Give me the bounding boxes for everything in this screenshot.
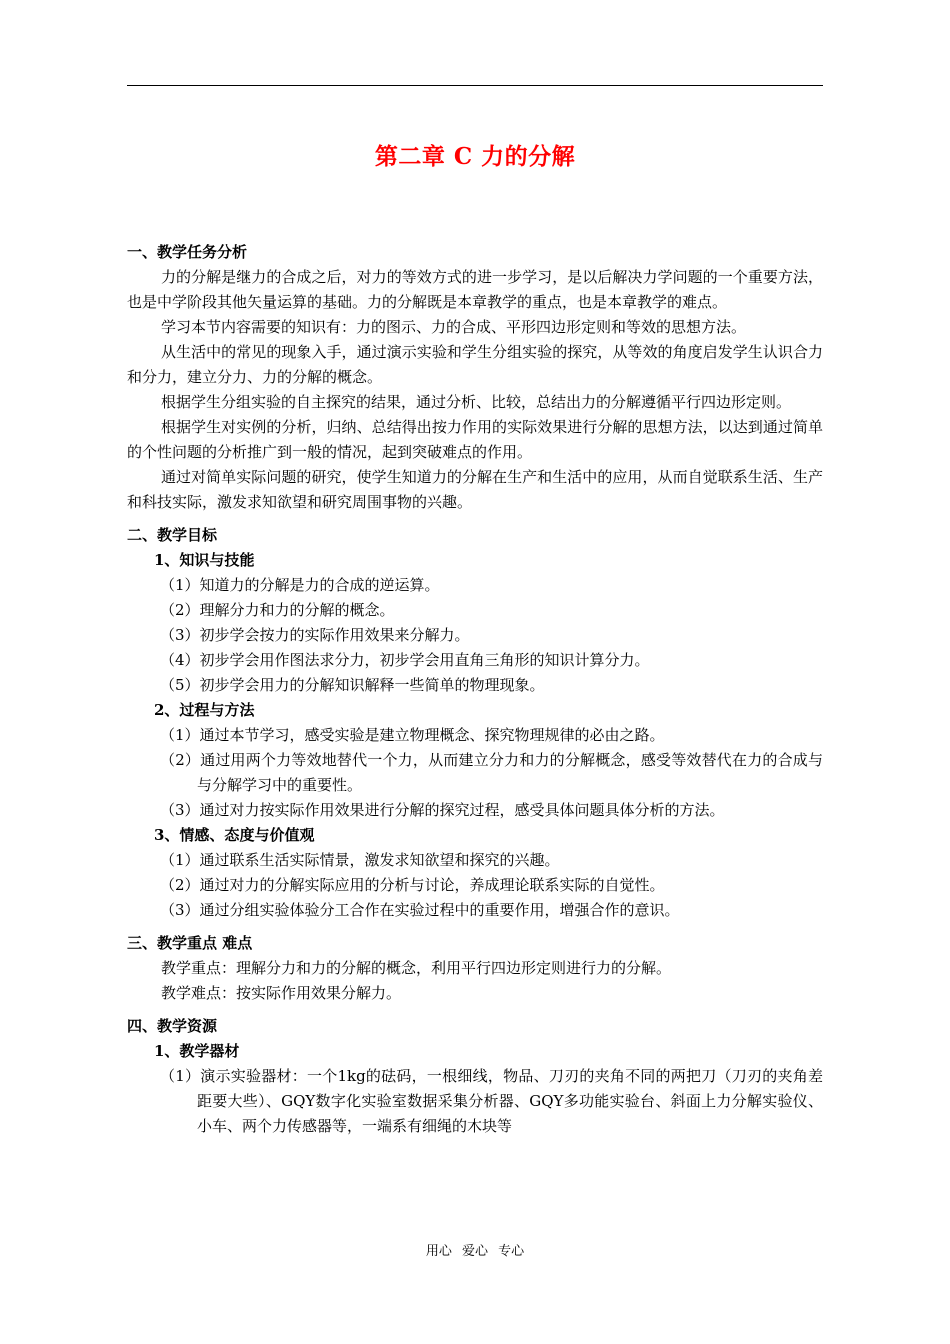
document-body bbox=[127, 240, 823, 1139]
subsection-heading-values: 3、情感、态度与价值观 bbox=[154, 826, 315, 844]
list-item: （1）知道力的分解是力的合成的逆运算。 bbox=[160, 576, 440, 594]
paragraph: 力的分解是继力的合成之后，对力的等效方式的进一步学习，是以后解决力学问题的一个重要方法，也是中学阶段其他矢量运算的基础。力的分解既是本章教学的重点，也是本章教学的难点。 bbox=[127, 268, 823, 311]
paragraph: 从生活中的常见的现象入手，通过演示实验和学生分组实验的探究，从等效的角度启发学生认识合力和分力，建立分力、力的分解的概念。 bbox=[127, 343, 823, 386]
subsection-heading-process: 2、过程与方法 bbox=[154, 701, 255, 719]
list-item: （2）理解分力和力的分解的概念。 bbox=[160, 601, 395, 619]
list-item: （1）通过本节学习，感受实验是建立物理概念、探究物理规律的必由之路。 bbox=[160, 726, 665, 744]
paragraph: 通过对简单实际问题的研究，使学生知道力的分解在生产和生活中的应用，从而自觉联系生活、生产和科技实际，激发求知欲望和研究周围事物的兴趣。 bbox=[127, 468, 823, 511]
list-item: （3）通过分组实验体验分工合作在实验过程中的重要作用，增强合作的意识。 bbox=[160, 901, 680, 919]
difficulty-text: 教学难点：按实际作用效果分解力。 bbox=[161, 984, 402, 1002]
key-point-text: 教学重点：理解分力和力的分解的概念，利用平行四边形定则进行力的分解。 bbox=[161, 959, 672, 977]
section-heading-resources: 四、教学资源 bbox=[127, 1017, 218, 1035]
list-item: （3）通过对力按实际作用效果进行分解的探究过程，感受具体问题具体分析的方法。 bbox=[160, 801, 725, 819]
subsection-heading-equipment: 1、教学器材 bbox=[154, 1042, 240, 1060]
section-heading-objectives: 二、教学目标 bbox=[127, 526, 218, 544]
page-title: 第二章 C 力的分解 bbox=[374, 143, 576, 170]
paragraph: 根据学生对实例的分析，归纳、总结得出按力作用的实际效果进行分解的思想方法，以达到通过简单的个性问题的分析推广到一般的情况，起到突破难点的作用。 bbox=[127, 418, 823, 461]
list-item: （1）通过联系生活实际情景，激发求知欲望和探究的兴趣。 bbox=[160, 851, 560, 869]
section-heading-key-points: 三、教学重点 难点 bbox=[127, 934, 253, 952]
paragraph: 学习本节内容需要的知识有：力的图示、力的合成、平形四边形定则和等效的思想方法。 bbox=[161, 318, 747, 336]
list-item: （5）初步学会用力的分解知识解释一些简单的物理现象。 bbox=[160, 676, 545, 694]
subsection-heading-knowledge: 1、知识与技能 bbox=[154, 551, 255, 569]
list-item: （4）初步学会用作图法求分力，初步学会用直角三角形的知识计算分力。 bbox=[160, 651, 650, 669]
list-item: （2）通过对力的分解实际应用的分析与讨论，养成理论联系实际的自觉性。 bbox=[160, 876, 665, 894]
section-heading-task-analysis: 一、教学任务分析 bbox=[127, 243, 248, 261]
list-item: （1）演示实验器材：一个1kg的砝码，一根细线，物品、刀刃的夹角不同的两把刀（刀刃的夹角差距要大些）、GQY数字化实验室数据采集分析器、GQY多功能实验台、斜面上力分解实验仪、小车、两个力传感器等，一端系有细绳的木块等 bbox=[160, 1067, 823, 1135]
list-item: （3）初步学会按力的实际作用效果来分解力。 bbox=[160, 626, 470, 644]
header-rule bbox=[127, 85, 823, 86]
list-item: （2）通过用两个力等效地替代一个力，从而建立分力和力的分解概念，感受等效替代在力的合成与与分解学习中的重要性。 bbox=[160, 751, 823, 794]
paragraph: 根据学生分组实验的自主探究的结果，通过分析、比较，总结出力的分解遵循平行四边形定则。 bbox=[161, 393, 792, 411]
page-footer: 用心 爱心 专心 bbox=[425, 1244, 525, 1259]
